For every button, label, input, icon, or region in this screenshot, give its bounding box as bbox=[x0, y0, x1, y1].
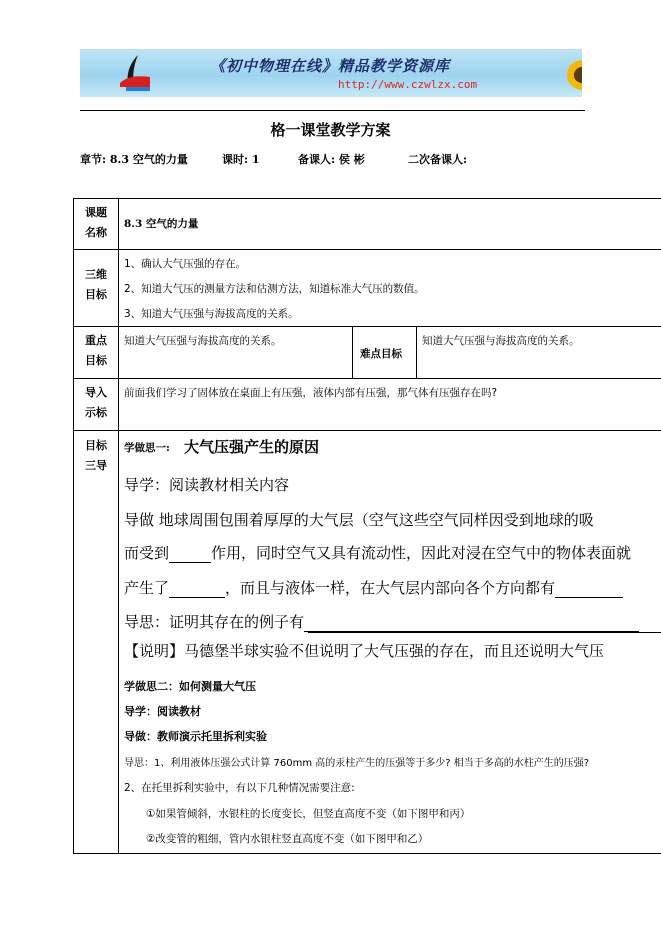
goals-label-line: 目标 bbox=[85, 288, 107, 301]
fill-blank[interactable] bbox=[555, 579, 623, 598]
intro-label bbox=[74, 383, 118, 423]
section-1-title: 大气压强产生的原因 bbox=[184, 438, 320, 456]
logo-icon bbox=[116, 53, 154, 93]
sunflower-icon bbox=[566, 55, 582, 97]
intro-label-line: 导入 bbox=[85, 386, 107, 399]
focus-label-line: 目标 bbox=[85, 354, 107, 367]
topic-label-line: 课题 bbox=[85, 206, 107, 219]
table-row-divider bbox=[73, 430, 661, 431]
underline bbox=[308, 632, 661, 633]
banner-title: 《初中物理在线》精品教学资源库 bbox=[210, 57, 451, 75]
main-label bbox=[74, 436, 118, 476]
focus-label bbox=[74, 331, 118, 371]
section-1-prefix: 学做思一: bbox=[124, 442, 170, 454]
page-title: 格一课堂教学方案 bbox=[270, 121, 391, 139]
difficulty-value: 知道大气压强与海拔高度的关系。 bbox=[422, 335, 580, 347]
fill-blank[interactable] bbox=[169, 544, 211, 563]
goal-item: 3、知道大气压强与海拔高度的关系。 bbox=[124, 308, 299, 320]
intro-value: 前面我们学习了固体放在桌面上有压强，液体内部有压强，那气体有压强存在吗? bbox=[124, 387, 498, 399]
table-border-top bbox=[73, 198, 661, 199]
guide-do-text: 产生了 bbox=[124, 579, 170, 597]
period-field: 课时: 1 bbox=[222, 153, 260, 166]
table-column-divider bbox=[118, 198, 119, 854]
banner-url: http://www.czwlzx.com bbox=[338, 78, 478, 91]
goal-item: 1、确认大气压强的存在。 bbox=[124, 258, 247, 270]
second-preparer-field: 二次备课人: bbox=[408, 153, 468, 166]
table-border-bottom bbox=[73, 853, 661, 854]
guide-do-line bbox=[124, 542, 631, 563]
topic-label bbox=[74, 203, 118, 243]
section-2-think: 导思：1、利用液体压强公式计算 760mm 高的汞柱产生的压强等于多少? 相当于多高的水柱产生的压强? bbox=[124, 758, 590, 769]
header-rule bbox=[80, 110, 585, 111]
guide-do-line bbox=[124, 577, 623, 598]
section-2-note: ②改变管的粗细，管内水银柱竖直高度不变（如下图甲和乙） bbox=[146, 833, 429, 845]
table-column-divider bbox=[352, 326, 353, 378]
fill-blank[interactable] bbox=[169, 579, 225, 598]
fill-blank[interactable] bbox=[304, 613, 639, 632]
preparer-field: 备课人: 侯 彬 bbox=[298, 153, 365, 166]
guide-do-text: 作用，同时空气又具有流动性，因此对浸在空气中的物体表面就 bbox=[211, 544, 632, 562]
difficulty-label: 难点目标 bbox=[360, 348, 402, 360]
section-2-note: ①如果管倾斜，水银柱的长度变长，但竖直高度不变（如下图甲和丙） bbox=[146, 808, 471, 820]
table-row-divider bbox=[73, 378, 661, 379]
guide-do-text: ，而且与液体一样，在大气层内部向各个方向都有 bbox=[225, 579, 556, 597]
topic-label-line: 名称 bbox=[85, 226, 107, 239]
section-2-do: 导做：教师演示托里拆利实验 bbox=[124, 730, 267, 743]
guide-do-line: 导做 地球周围包围着厚厚的大气层（空气这些空气同样因受到地球的吸 bbox=[124, 511, 594, 529]
intro-label-line: 示标 bbox=[85, 406, 107, 419]
section-2-question: 2、在托里拆利实验中，有以下几种情况需要注意: bbox=[124, 782, 355, 794]
guide-think bbox=[124, 611, 639, 632]
section-2-learn: 导学：阅读教材 bbox=[124, 705, 201, 718]
explain-note: 【说明】马德堡半球实验不但说明了大气压强的存在，而且还说明大气压 bbox=[124, 642, 605, 660]
table-column-divider bbox=[416, 326, 417, 378]
section-2-title: 学做思二：如何测量大气压 bbox=[124, 680, 256, 693]
main-label-line: 三导 bbox=[85, 459, 107, 472]
guide-think-text: 导思：证明其存在的例子有 bbox=[124, 613, 305, 631]
guide-do-text: 而受到 bbox=[124, 544, 170, 562]
goals-label bbox=[74, 265, 118, 305]
topic-value: 8.3 空气的力量 bbox=[124, 218, 199, 230]
header-banner bbox=[80, 49, 582, 97]
focus-value: 知道大气压强与海拔高度的关系。 bbox=[124, 335, 282, 347]
main-label-line: 目标 bbox=[85, 439, 107, 452]
table-row-divider bbox=[73, 326, 661, 327]
goal-item: 2、知道大气压的测量方法和估测方法，知道标准大气压的数值。 bbox=[124, 283, 425, 295]
goals-label-line: 三维 bbox=[85, 268, 107, 281]
guide-learn: 导学：阅读教材相关内容 bbox=[124, 476, 290, 494]
table-row-divider bbox=[73, 249, 661, 250]
chapter-field: 章节: 8.3 空气的力量 bbox=[80, 153, 188, 166]
focus-label-line: 重点 bbox=[85, 334, 107, 347]
